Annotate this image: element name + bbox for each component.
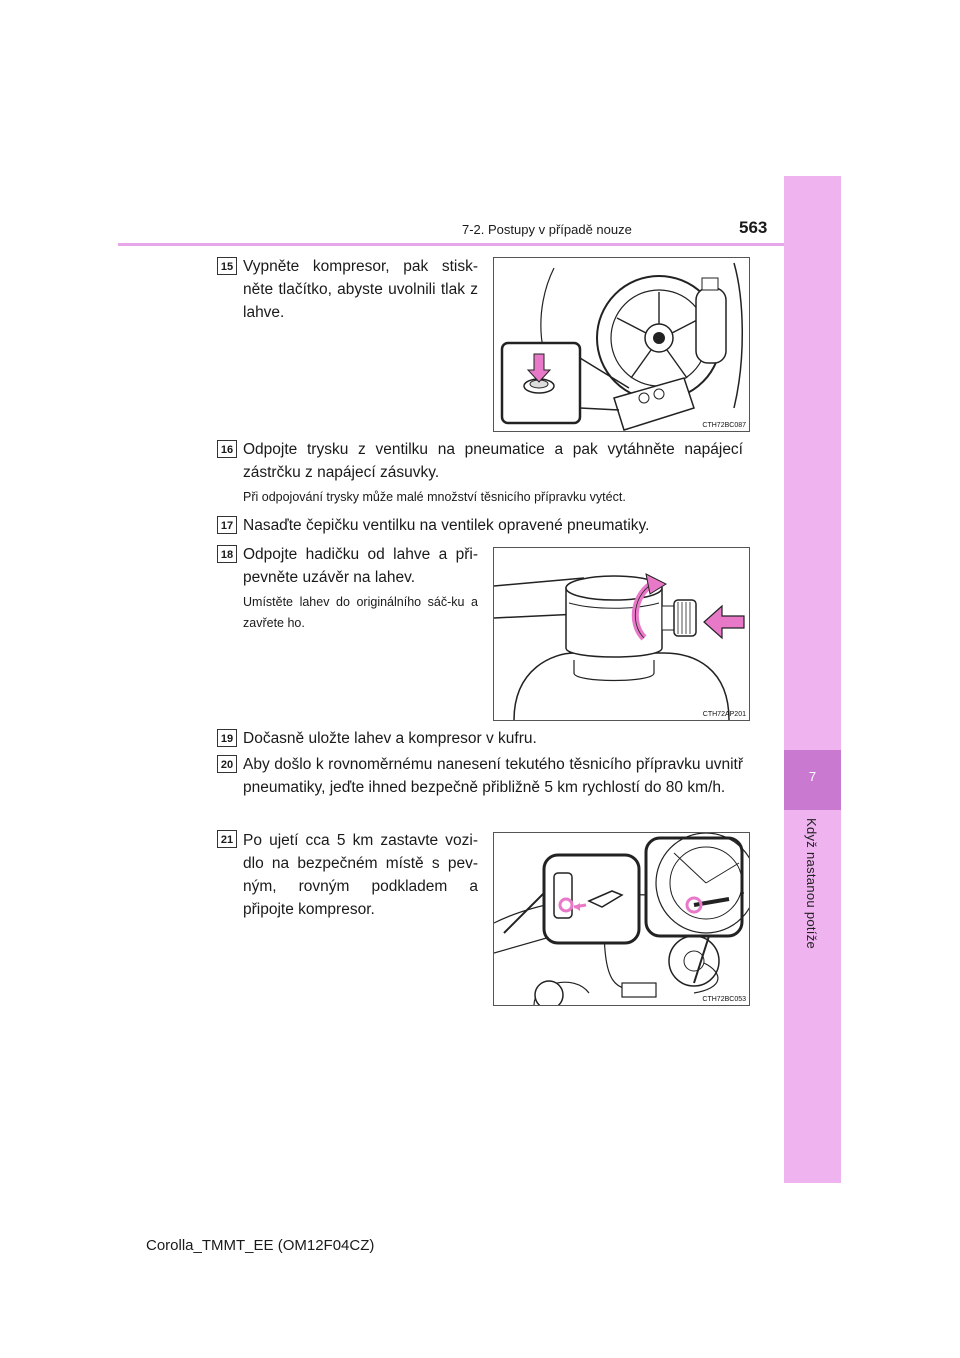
step-note-18: Umístěte lahev do originálního sáč-ku a zavřete ho. [243,595,478,630]
step-text-20: Aby došlo k rovnoměrnému nanesení tekutého těsnicího přípravku uvnitř pneumatiky, jeďte ihned bezpečně přibližně 5 km rychlostí do 80 km/h. [243,756,743,796]
chapter-number: 7 [808,769,817,784]
figure-attach-cap-drawing [494,548,749,720]
header-rule [118,243,784,246]
figure-code: CTH72BC053 [702,996,746,1003]
step-text-16: Odpojte trysku z ventilku na pneumatice a pak vytáhněte napájecí zástrčku z napájecí zásuvky. [243,441,743,481]
chapter-side-tab [784,176,841,1183]
step-number-16: 16 [217,440,237,458]
step-number-17: 17 [217,516,237,534]
step-number-18: 18 [217,545,237,563]
step-number-15: 15 [217,257,237,275]
step-number-21: 21 [217,830,237,848]
figure-release-pressure-drawing [494,258,749,431]
figure-code: CTH72BC087 [702,422,746,429]
step-number-19: 19 [217,729,237,747]
figure-attach-cap [493,547,750,721]
figure-release-pressure [493,257,750,432]
step-text-18: Odpojte hadičku od lahve a při-pevněte uzávěr na lahev. [243,546,478,586]
step-note-16: Při odpojování trysky může malé množství těsnicího přípravku vytéct. [243,490,626,504]
step-text-17: Nasaďte čepičku ventilku na ventilek opravené pneumatiky. [243,517,650,534]
figure-connect-compressor [493,832,750,1006]
figure-connect-compressor-drawing [494,833,749,1005]
footer-document-id: Corolla_TMMT_EE (OM12F04CZ) [146,1237,375,1254]
step-text-21: Po ujetí cca 5 km zastavte vozi-dlo na bezpečném místě s pev-ným, rovným podkladem a připojte kompresor. [243,832,478,918]
figure-code: CTH72AP201 [702,711,746,718]
step-text-15: Vypněte kompresor, pak stisk-něte tlačítko, abyste uvolnili tlak z lahve. [243,258,478,321]
chapter-label: Když nastanou potíže [804,818,819,950]
step-text-19: Dočasně uložte lahev a kompresor v kufru. [243,730,537,747]
section-title: 7-2. Postupy v případě nouze [462,222,632,237]
page-number: 563 [739,218,768,237]
step-number-20: 20 [217,755,237,773]
